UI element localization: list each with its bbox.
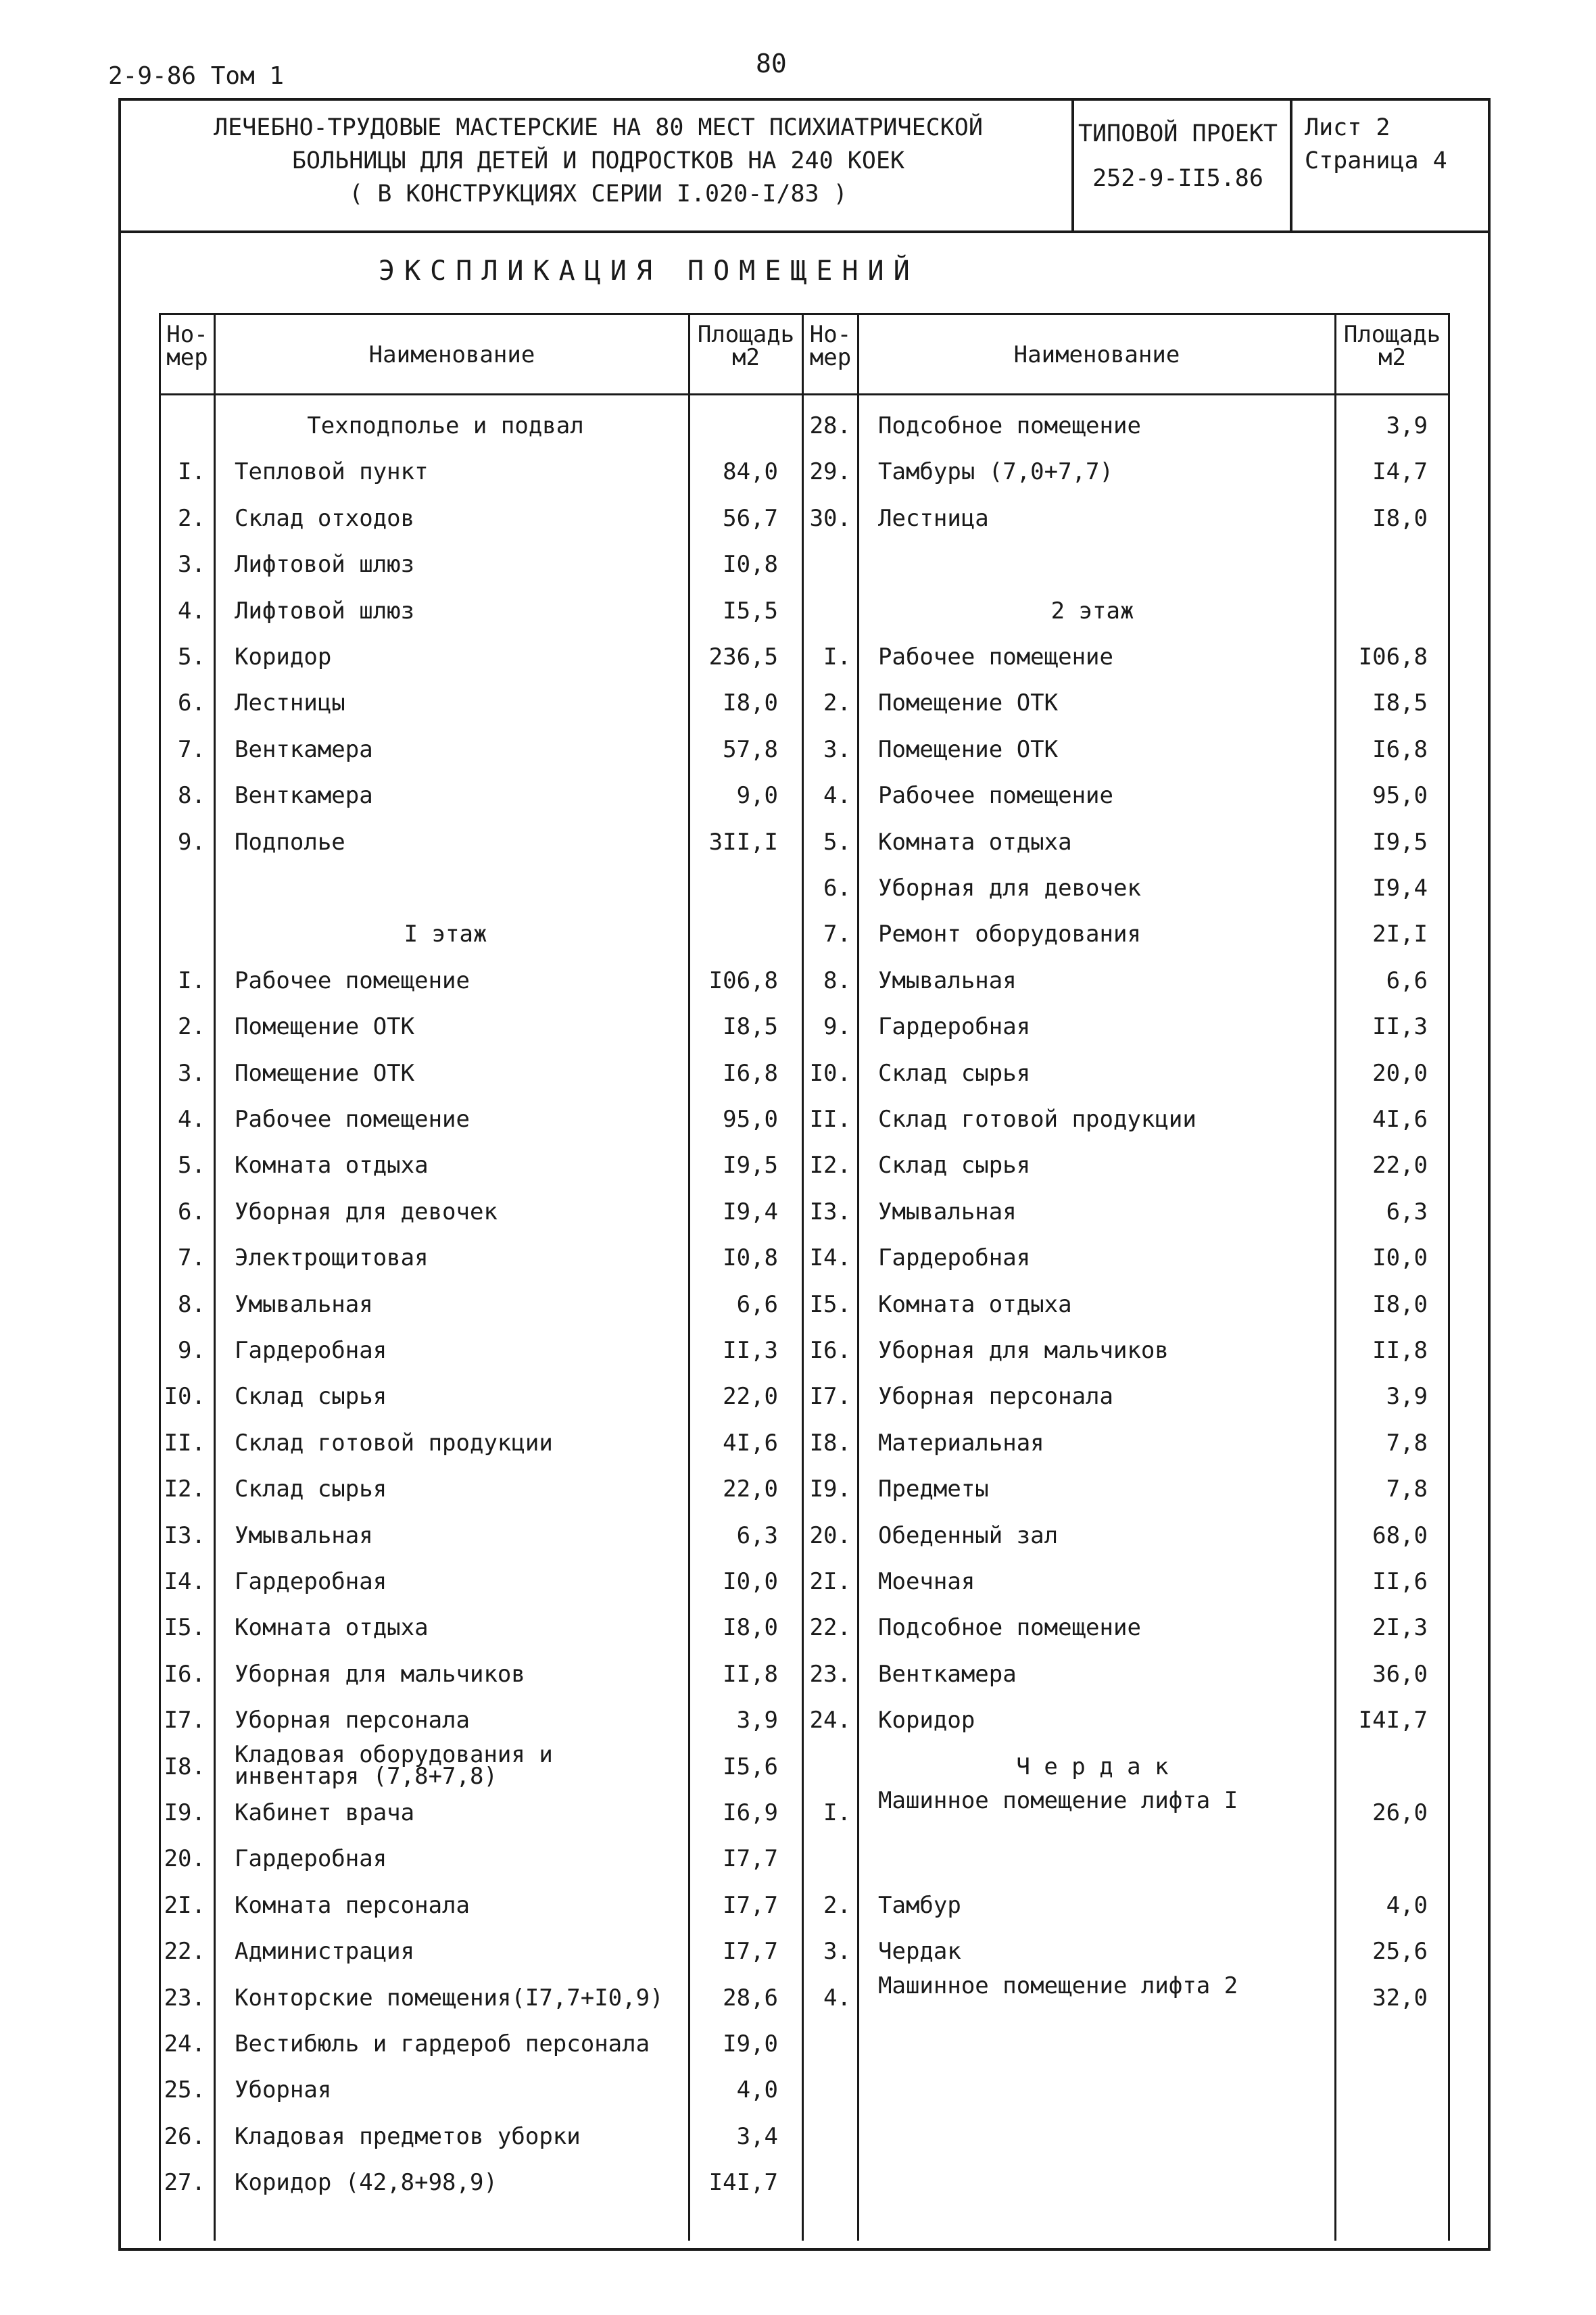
row-number: 25. [164, 2076, 205, 2104]
room-name: Кладовая оборудования и инвентаря (7,8+7,8) [235, 1740, 553, 1790]
room-name: Лестница [878, 504, 989, 532]
room-area: 2I,I [1372, 921, 1428, 948]
table-title: ЭКСПЛИКАЦИЯ ПОМЕЩЕНИЙ [379, 255, 919, 287]
sheet-info [1305, 112, 1480, 178]
row-number: 4. [823, 782, 851, 810]
row-number: 5. [178, 643, 205, 671]
row-number: I3. [164, 1521, 205, 1549]
room-name: Моечная [878, 1568, 975, 1595]
row-number: 24. [164, 2030, 205, 2057]
room-area: 2I,3 [1372, 1614, 1428, 1642]
row-number: 9. [823, 1013, 851, 1041]
col-header-area-right-line1: Площадь [1343, 321, 1441, 348]
row-number: 4. [823, 1984, 851, 2012]
row-number: 29. [809, 458, 851, 486]
room-area: 25,6 [1372, 1938, 1428, 1966]
room-name: Гардеробная [235, 1568, 387, 1595]
row-number: 2I. [164, 1891, 205, 1919]
section-subheading: Ч е р д а к [1016, 1753, 1169, 1780]
room-area: I9,5 [723, 1152, 778, 1179]
room-name: Лифтовой шлюз [235, 597, 415, 625]
room-name: Предметы [878, 1476, 989, 1503]
room-area: 4I,6 [723, 1429, 778, 1457]
room-area: 6,6 [1386, 967, 1428, 994]
row-number: 3. [178, 1059, 205, 1087]
header-divider-1 [1071, 98, 1074, 232]
room-name: Уборная для мальчиков [235, 1660, 525, 1688]
row-number: 24. [809, 1707, 851, 1734]
row-number: 3. [178, 551, 205, 579]
room-name: Администрация [235, 1938, 415, 1966]
room-area: I9,4 [723, 1198, 778, 1225]
room-name: Помещение ОТК [235, 1013, 415, 1041]
row-number: 8. [823, 967, 851, 994]
room-area: I7,7 [723, 1891, 778, 1919]
col-header-area [690, 323, 802, 369]
room-name: Тепловой пункт [235, 458, 429, 486]
col-header-name: Наименование [368, 341, 535, 368]
room-area: 28,6 [723, 1984, 778, 2012]
row-number: I2. [164, 1476, 205, 1503]
room-area: 95,0 [723, 1106, 778, 1133]
room-area: I0,0 [723, 1568, 778, 1595]
room-area: I5,5 [723, 597, 778, 625]
col-header-num [161, 323, 214, 369]
room-name: Кабинет врача [235, 1799, 415, 1826]
room-name: Рабочее помещение [878, 643, 1113, 671]
col-header-name-right: Наименование [1013, 341, 1180, 368]
room-area: I8,5 [723, 1013, 778, 1041]
room-area: 22,0 [723, 1383, 778, 1411]
row-number: 2. [178, 504, 205, 532]
volume-label: 2-9-86 Том 1 [108, 62, 285, 90]
room-name: Коридор (42,8+98,9) [235, 2169, 498, 2197]
room-area: I8,0 [723, 1614, 778, 1642]
room-name: Склад готовой продукции [235, 1429, 553, 1457]
room-name: Венткамера [235, 735, 373, 763]
row-number: 3. [823, 735, 851, 763]
table-top-rule [159, 313, 1450, 315]
room-name: Уборная персонала [235, 1707, 470, 1734]
row-number: I9. [164, 1799, 205, 1826]
title-line-2: БОЛЬНИЦЫ ДЛЯ ДЕТЕЙ И ПОДРОСТКОВ НА 240 КОЕК [291, 147, 905, 174]
room-name: Гардеробная [235, 1337, 387, 1364]
room-area: 6,6 [736, 1290, 778, 1318]
room-name: Комната отдыха [235, 1614, 429, 1642]
room-name: Комната отдыха [235, 1152, 429, 1179]
room-name: Комната отдыха [878, 1290, 1072, 1318]
header-divider-2 [1290, 98, 1292, 232]
row-number: 23. [164, 1984, 205, 2012]
room-name: Машинное помещение лифта 2 [878, 1972, 1238, 1999]
room-area: 4,0 [736, 2076, 778, 2104]
room-name: Помещение ОТК [235, 1059, 415, 1087]
room-name: Конторские помещения(I7,7+I0,9) [235, 1984, 664, 2012]
row-number: 5. [823, 828, 851, 856]
room-area: I8,0 [1372, 1290, 1428, 1318]
room-name: Умывальная [878, 1198, 1017, 1225]
room-name: Венткамера [235, 782, 373, 810]
room-name: Рабочее помещение [235, 967, 470, 994]
room-name: Умывальная [235, 1521, 373, 1549]
room-area: I4I,7 [708, 2169, 778, 2197]
title-line-3: ( В КОНСТРУКЦИЯХ СЕРИИ I.020-I/83 ) [349, 180, 848, 208]
room-name: Склад сырья [878, 1059, 1031, 1087]
room-area: 3,9 [1386, 1383, 1428, 1411]
room-name: Рабочее помещение [878, 782, 1113, 810]
row-number: I7. [809, 1383, 851, 1411]
row-number: 7. [178, 735, 205, 763]
row-number: 4. [178, 597, 205, 625]
row-number: I. [823, 643, 851, 671]
room-area: 3,4 [736, 2122, 778, 2150]
col-header-num-line2: мер [166, 344, 208, 371]
room-area: 3II,I [708, 828, 778, 856]
room-area: 236,5 [708, 643, 778, 671]
table-right-border [1448, 313, 1450, 2241]
col-divider-num [214, 313, 216, 2241]
room-area: II,3 [1372, 1013, 1428, 1041]
room-area: 95,0 [1372, 782, 1428, 810]
section-subheading: 2 этаж [1050, 597, 1134, 625]
row-number: 9. [178, 1337, 205, 1364]
room-name: Гардеробная [878, 1013, 1031, 1041]
room-area: I06,8 [1358, 643, 1428, 671]
room-area: II,8 [723, 1660, 778, 1688]
row-number: 22. [809, 1614, 851, 1642]
room-area: I9,4 [1372, 875, 1428, 902]
row-number: I6. [164, 1660, 205, 1688]
room-area: 36,0 [1372, 1660, 1428, 1688]
row-number: 6. [823, 875, 851, 902]
room-name: Уборная для девочек [878, 875, 1141, 902]
project-code: 252-9-II5.86 [1092, 165, 1263, 192]
row-number: I5. [809, 1290, 851, 1318]
room-name: Склад готовой продукции [878, 1106, 1196, 1133]
page-number: 80 [756, 49, 787, 78]
row-number: 4. [178, 1106, 205, 1133]
room-name: Тамбуры (7,0+7,7) [878, 458, 1113, 486]
room-area: I7,7 [723, 1845, 778, 1873]
room-name: Склад сырья [878, 1152, 1031, 1179]
room-name: Коридор [235, 643, 332, 671]
room-name: Коридор [878, 1707, 975, 1734]
row-number: I7. [164, 1707, 205, 1734]
project-title [135, 112, 1061, 211]
row-number: 6. [178, 689, 205, 717]
room-area: I06,8 [708, 967, 778, 994]
room-area: I0,0 [1372, 1244, 1428, 1272]
room-name: Рабочее помещение [235, 1106, 470, 1133]
room-name: Уборная для девочек [235, 1198, 498, 1225]
room-area: 57,8 [723, 735, 778, 763]
room-name: Подполье [235, 828, 345, 856]
room-area: I9,0 [723, 2030, 778, 2057]
title-line-1: ЛЕЧЕБНО-ТРУДОВЫЕ МАСТЕРСКИЕ НА 80 МЕСТ ПСИХИАТРИЧЕСКОЙ [214, 114, 983, 141]
room-area: I6,9 [723, 1799, 778, 1826]
room-name: Лестницы [235, 689, 345, 717]
row-number: 9. [178, 828, 205, 856]
row-number: 5. [178, 1152, 205, 1179]
room-name: Умывальная [878, 967, 1017, 994]
col-header-area-line1: Площадь [697, 321, 795, 348]
room-area: 9,0 [736, 782, 778, 810]
row-number: 2. [823, 689, 851, 717]
room-area: I7,7 [723, 1938, 778, 1966]
room-area: 20,0 [1372, 1059, 1428, 1087]
room-name: Машинное помещение лифта I [878, 1787, 1238, 1814]
row-number: 30. [809, 504, 851, 532]
room-area: 26,0 [1372, 1799, 1428, 1826]
row-number: II. [809, 1106, 851, 1133]
room-area: 6,3 [1386, 1198, 1428, 1225]
room-name: Склад сырья [235, 1383, 387, 1411]
room-area: 22,0 [1372, 1152, 1428, 1179]
row-number: I4. [164, 1568, 205, 1595]
row-number: I. [178, 458, 205, 486]
col-header-area-line2: м2 [732, 344, 760, 371]
row-number: 23. [809, 1660, 851, 1688]
header-bottom-rule [118, 230, 1491, 233]
row-number: 7. [823, 921, 851, 948]
col-header-num-line1: Но- [166, 321, 208, 348]
room-area: II,8 [1372, 1337, 1428, 1364]
room-area: 84,0 [723, 458, 778, 486]
room-area: I8,0 [1372, 504, 1428, 532]
row-number: I2. [809, 1152, 851, 1179]
col-header-num-right-line2: мер [809, 344, 852, 371]
col-header-num-right-line1: Но- [809, 321, 852, 348]
room-name: Подсобное помещение [878, 1614, 1141, 1642]
room-name: Комната персонала [235, 1891, 470, 1919]
room-area: I0,8 [723, 1244, 778, 1272]
room-name: Ремонт оборудования [878, 921, 1141, 948]
row-number: 20. [809, 1521, 851, 1549]
room-area: 4I,6 [1372, 1106, 1428, 1133]
row-number: 8. [178, 782, 205, 810]
room-name: Помещение ОТК [878, 689, 1059, 717]
row-number: I4. [809, 1244, 851, 1272]
room-name: Подсобное помещение [878, 412, 1141, 439]
row-number: I6. [809, 1337, 851, 1364]
room-area: 4,0 [1386, 1891, 1428, 1919]
room-area: 3,9 [736, 1707, 778, 1734]
row-number: I9. [809, 1476, 851, 1503]
room-name: Тамбур [878, 1891, 961, 1919]
section-subheading: Техподполье и подвал [307, 412, 584, 439]
room-area: II,6 [1372, 1568, 1428, 1595]
row-number: 7. [178, 1244, 205, 1272]
room-area: 22,0 [723, 1476, 778, 1503]
room-name: Обеденный зал [878, 1521, 1059, 1549]
col-header-area-right-line2: м2 [1378, 344, 1406, 371]
project-stamp [1075, 112, 1281, 201]
row-number: I5. [164, 1614, 205, 1642]
room-area: 56,7 [723, 504, 778, 532]
row-number: II. [164, 1429, 205, 1457]
room-area: 7,8 [1386, 1429, 1428, 1457]
row-number: 2. [823, 1891, 851, 1919]
room-area: I4,7 [1372, 458, 1428, 486]
page-label: Страница 4 [1305, 147, 1447, 174]
room-name: Уборная для мальчиков [878, 1337, 1169, 1364]
room-area: 32,0 [1372, 1984, 1428, 2012]
row-number: 27. [164, 2169, 205, 2197]
row-number: 2I. [809, 1568, 851, 1595]
room-area: 7,8 [1386, 1476, 1428, 1503]
row-number: I0. [809, 1059, 851, 1087]
room-name: Лифтовой шлюз [235, 551, 415, 579]
room-name: Умывальная [235, 1290, 373, 1318]
section-subheading: I этаж [404, 921, 487, 948]
room-area: I6,8 [1372, 735, 1428, 763]
row-number: 2. [178, 1013, 205, 1041]
row-number: I3. [809, 1198, 851, 1225]
col-header-num-right [804, 323, 857, 369]
row-number: I. [823, 1799, 851, 1826]
row-number: 20. [164, 1845, 205, 1873]
room-area: 6,3 [736, 1521, 778, 1549]
room-area: I6,8 [723, 1059, 778, 1087]
table-header-rule [159, 393, 1450, 395]
row-number: I. [178, 967, 205, 994]
room-name: Чердак [878, 1938, 961, 1966]
room-name: Электрощитовая [235, 1244, 429, 1272]
row-number: I8. [164, 1753, 205, 1780]
room-name: Склад отходов [235, 504, 415, 532]
room-area: I5,6 [723, 1753, 778, 1780]
room-area: I9,5 [1372, 828, 1428, 856]
room-area: I4I,7 [1358, 1707, 1428, 1734]
room-name: Кладовая предметов уборки [235, 2122, 581, 2150]
room-area: I8,0 [723, 689, 778, 717]
room-name: Уборная персонала [878, 1383, 1113, 1411]
row-number: 22. [164, 1938, 205, 1966]
row-number: 8. [178, 1290, 205, 1318]
row-number: 6. [178, 1198, 205, 1225]
col-header-area-right [1336, 323, 1448, 369]
room-name: Комната отдыха [878, 828, 1072, 856]
row-number: 28. [809, 412, 851, 439]
room-name: Гардеробная [235, 1845, 387, 1873]
sheet-label: Лист 2 [1305, 114, 1391, 141]
row-number: I0. [164, 1383, 205, 1411]
room-name: Уборная [235, 2076, 332, 2104]
room-name: Помещение ОТК [878, 735, 1059, 763]
room-name: Склад сырья [235, 1476, 387, 1503]
row-number: I8. [809, 1429, 851, 1457]
room-name: Венткамера [878, 1660, 1017, 1688]
project-label: ТИПОВОЙ ПРОЕКТ [1078, 120, 1278, 147]
row-number: 26. [164, 2122, 205, 2150]
room-area: I0,8 [723, 551, 778, 579]
row-number: 3. [823, 1938, 851, 1966]
room-area: 68,0 [1372, 1521, 1428, 1549]
room-name: Вестибюль и гардероб персонала [235, 2030, 650, 2057]
room-name: Материальная [878, 1429, 1044, 1457]
room-area: II,3 [723, 1337, 778, 1364]
room-name: Гардеробная [878, 1244, 1031, 1272]
room-area: 3,9 [1386, 412, 1428, 439]
room-area: I8,5 [1372, 689, 1428, 717]
